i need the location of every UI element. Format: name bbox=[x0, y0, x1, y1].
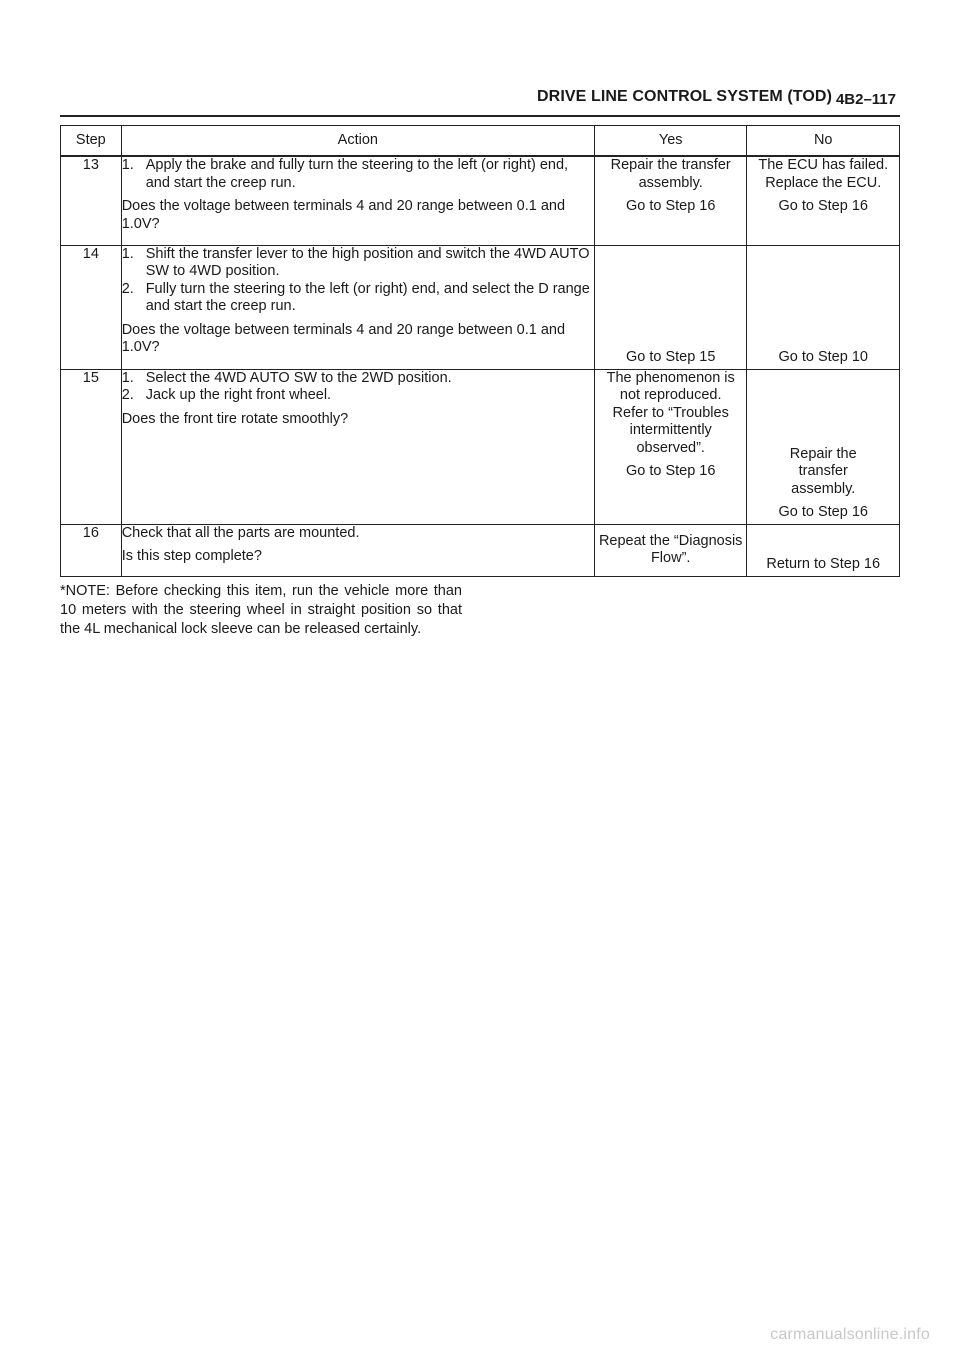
table-row bbox=[61, 369, 900, 524]
note-paragraph: *NOTE: Before checking this item, run the vehicle more than 10 meters with the steering wheel in straight position so that the 4L mechanical lock sleeve can be released certainly. bbox=[60, 583, 462, 637]
action-question: Does the front tire rotate smoothly? bbox=[121, 410, 349, 427]
table-row bbox=[61, 524, 900, 576]
yes-cell bbox=[594, 524, 747, 576]
header-rule bbox=[60, 115, 900, 117]
yes-cell bbox=[594, 369, 747, 524]
yes-cell bbox=[594, 156, 747, 245]
action-cell bbox=[121, 245, 594, 369]
table-row bbox=[61, 245, 900, 369]
diagnosis-table bbox=[60, 125, 900, 577]
action-question: Does the voltage between terminals 4 and 20 range between 0.1 and 1.0V? bbox=[121, 198, 566, 232]
action-cell bbox=[121, 369, 594, 524]
yes-goto: Go to Step 15 bbox=[625, 349, 716, 365]
column-header-yes: Yes bbox=[594, 126, 747, 157]
yes-text: The phenomenon is not reproduced. Refer to “Troubles intermittently observed”. bbox=[606, 369, 735, 456]
action-intro: Check that all the parts are mounted. bbox=[121, 524, 360, 541]
no-goto: Go to Step 10 bbox=[778, 349, 868, 365]
step-number: 13 bbox=[61, 156, 122, 245]
watermark: carmanualsonline.info bbox=[770, 1326, 930, 1343]
table-row bbox=[61, 156, 900, 245]
action-cell bbox=[121, 156, 594, 245]
yes-text: Repeat the “Diagnosis Flow”. bbox=[598, 532, 743, 566]
no-text: Repair the transfer assembly. bbox=[789, 445, 857, 497]
no-cell bbox=[747, 245, 900, 369]
yes-cell bbox=[594, 245, 747, 369]
action-item: 2. Jack up the right front wheel. bbox=[121, 387, 332, 403]
action-item: 2. Fully turn the steering to the left (or right) end, and select the D range and start the creep run. bbox=[121, 280, 590, 314]
no-cell bbox=[747, 369, 900, 524]
step-number: 14 bbox=[61, 245, 122, 369]
action-item: 1. Select the 4WD AUTO SW to the 2WD position. bbox=[121, 369, 452, 386]
no-goto: Go to Step 16 bbox=[778, 504, 868, 520]
no-text: The ECU has failed. Replace the ECU. bbox=[758, 157, 889, 191]
yes-goto: Go to Step 16 bbox=[625, 463, 716, 479]
action-item: 1. Apply the brake and fully turn the steering to the left (or right) end, and start the creep run. bbox=[121, 157, 569, 191]
action-cell bbox=[121, 524, 594, 576]
no-goto: Return to Step 16 bbox=[766, 556, 881, 572]
table-header-row bbox=[61, 126, 900, 157]
page-number: 4B2–117 bbox=[835, 91, 896, 108]
yes-text: Repair the transfer assembly. bbox=[610, 157, 731, 191]
step-number: 16 bbox=[61, 524, 122, 576]
page-header bbox=[60, 86, 900, 112]
no-cell bbox=[747, 524, 900, 576]
no-cell bbox=[747, 156, 900, 245]
action-question: Does the voltage between terminals 4 and 20 range between 0.1 and 1.0V? bbox=[121, 321, 566, 355]
column-header-no: No bbox=[747, 126, 900, 157]
yes-goto: Go to Step 16 bbox=[625, 198, 716, 214]
column-header-action: Action bbox=[121, 126, 594, 157]
section-title: DRIVE LINE CONTROL SYSTEM (TOD) bbox=[537, 88, 832, 105]
step-number: 15 bbox=[61, 369, 122, 524]
action-item: 1. Shift the transfer lever to the high position and switch the 4WD AUTO SW to 4WD position. bbox=[121, 245, 590, 279]
action-question: Is this step complete? bbox=[121, 548, 262, 564]
column-header-step: Step bbox=[61, 126, 122, 157]
no-goto: Go to Step 16 bbox=[778, 198, 868, 214]
